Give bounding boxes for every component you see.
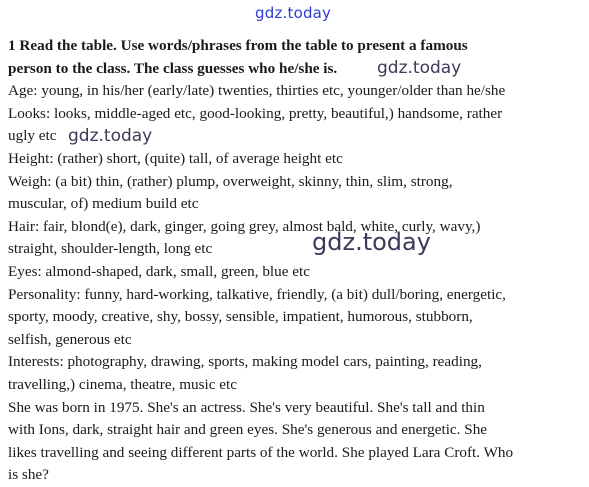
height-line: Height: (rather) short, (quite) tall, of average height etc	[8, 149, 343, 167]
watermark-top: gdz.today	[255, 4, 332, 22]
looks-line: Looks: looks, middle-aged etc, good-looking, pretty, beautiful,) handsome, rather	[8, 104, 503, 122]
watermark-3: gdz.today	[312, 228, 431, 256]
exercise-content	[8, 35, 580, 487]
watermark-1: gdz.today	[377, 58, 462, 78]
hair-line-cont: straight, shoulder-length, long etc	[8, 240, 213, 258]
example-text-line-2: with Ions, dark, straight hair and green eyes. She's generous and energetic. She	[8, 421, 488, 439]
watermark-2: gdz.today	[68, 126, 153, 146]
weight-line-cont: muscular, of) medium build etc	[8, 195, 199, 213]
looks-line-cont: ugly etc	[8, 127, 57, 145]
example-text-line-3: likes travelling and seeing different parts of the world. She played Lara Croft. Who	[8, 443, 514, 461]
weight-line: Weigh: (a bit) thin, (rather) plump, overweight, skinny, thin, slim, strong,	[8, 172, 453, 190]
task-title-line-1: 1 Read the table. Use words/phrases from the table to present a famous	[8, 37, 468, 54]
example-text-line-1: She was born in 1975. She's an actress. She's very beautiful. She's tall and thin	[8, 398, 485, 416]
example-text-line-4: is she?	[8, 466, 49, 484]
task-title-line-2: person to the class. The class guesses who he/she is.	[8, 59, 338, 77]
eyes-line: Eyes: almond-shaped, dark, small, green, blue etc	[8, 262, 310, 280]
age-line: Age: young, in his/her (early/late) twenties, thirties etc, younger/older than he/she	[8, 82, 506, 100]
personality-line-cont-2: selfish, generous etc	[8, 330, 132, 348]
hair-line: Hair: fair, blond(e), dark, ginger, going grey, almost bald, white, curly, wavy,)	[8, 217, 481, 235]
personality-line-cont: sporty, moody, creative, shy, bossy, sensible, impatient, humorous, stubborn,	[8, 308, 473, 326]
personality-line: Personality: funny, hard-working, talkative, friendly, (a bit) dull/boring, energetic,	[8, 285, 506, 303]
interests-line-cont: travelling,) cinema, theatre, music etc	[8, 375, 237, 393]
interests-line: Interests: photography, drawing, sports, making model cars, painting, reading,	[8, 353, 482, 371]
